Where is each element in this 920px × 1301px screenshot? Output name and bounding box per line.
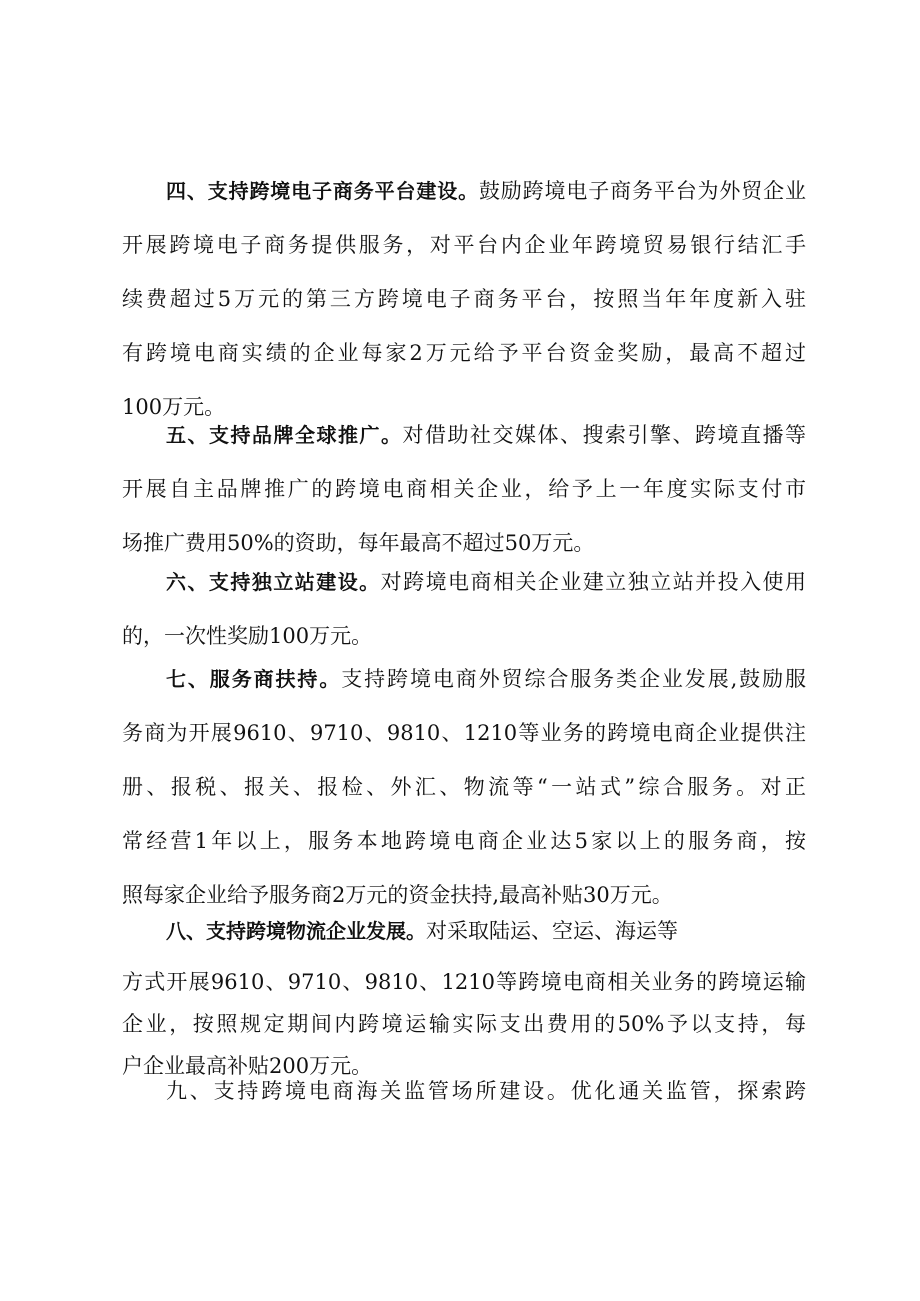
section-4-line-5: 100万元。 bbox=[122, 395, 226, 419]
section-7-text: 支持跨境电商外贸综合服务类企业发展,鼓励服 bbox=[341, 667, 806, 691]
section-8-cont-line-2: 企业，按照规定期间内跨境运输实际支出费用的50%予以支持，每 bbox=[122, 1012, 806, 1036]
section-5 bbox=[122, 408, 806, 570]
section-9-line-1: 九、支持跨境电商海关监管场所建设。优化通关监管，探索跨 bbox=[166, 1079, 806, 1103]
section-8-line-1 bbox=[122, 904, 806, 958]
section-5-line-3: 场推广费用50%的资助，每年最高不超过50万元。 bbox=[122, 531, 595, 555]
section-7-line-5: 照每家企业给予服务商2万元的资金扶持,最高补贴30万元。 bbox=[122, 883, 673, 907]
section-8-text: 对采取陆运、空运、海运等 bbox=[426, 919, 678, 943]
section-4-heading: 四、支持跨境电子商务平台建设。 bbox=[166, 179, 479, 203]
section-7-line-4: 常经营1年以上，服务本地跨境电商企业达5家以上的服务商，按 bbox=[122, 829, 806, 853]
section-4-line-1 bbox=[122, 164, 806, 218]
section-8-heading: 八、支持跨境物流企业发展。 bbox=[166, 919, 426, 943]
section-7-line-2: 务商为开展9610、9710、9810、1210等业务的跨境电商企业提供注 bbox=[122, 721, 806, 745]
section-4-text: 鼓励跨境电子商务平台为外贸企业 bbox=[478, 179, 806, 203]
section-8-cont-line-1: 方式开展9610、9710、9810、1210等跨境电商相关业务的跨境运输 bbox=[122, 970, 806, 994]
section-6-line-2: 的，一次性奖励100万元。 bbox=[122, 624, 373, 648]
section-6 bbox=[122, 555, 806, 663]
section-7-line-1 bbox=[122, 652, 806, 706]
section-6-heading: 六、支持独立站建设。 bbox=[166, 570, 381, 594]
section-6-line-1 bbox=[122, 555, 806, 609]
section-5-heading: 五、支持品牌全球推广。 bbox=[166, 423, 403, 447]
section-4-line-4: 有跨境电商实绩的企业每家2万元给予平台资金奖励，最高不超过 bbox=[122, 341, 806, 365]
section-6-text: 对跨境电商相关企业建立独立站并投入使用 bbox=[380, 570, 806, 594]
section-8-cont-line-3: 户企业最高补贴200万元。 bbox=[122, 1054, 373, 1078]
section-8 bbox=[122, 904, 806, 958]
section-7 bbox=[122, 652, 806, 922]
section-4 bbox=[122, 164, 806, 434]
section-7-line-3: 册、报税、报关、报检、外汇、物流等“一站式”综合服务。对正 bbox=[122, 775, 806, 799]
section-9 bbox=[122, 1064, 806, 1118]
section-4-line-3: 续费超过5万元的第三方跨境电子商务平台，按照当年年度新入驻 bbox=[122, 287, 806, 311]
section-5-text: 对借助社交媒体、搜索引擎、跨境直播等 bbox=[402, 423, 806, 447]
section-4-line-2: 开展跨境电子商务提供服务，对平台内企业年跨境贸易银行结汇手 bbox=[122, 233, 806, 257]
section-5-line-2: 开展自主品牌推广的跨境电商相关企业，给予上一年度实际支付市 bbox=[122, 477, 806, 501]
section-7-heading: 七、服务商扶持。 bbox=[166, 667, 342, 691]
section-5-line-1 bbox=[122, 408, 806, 462]
